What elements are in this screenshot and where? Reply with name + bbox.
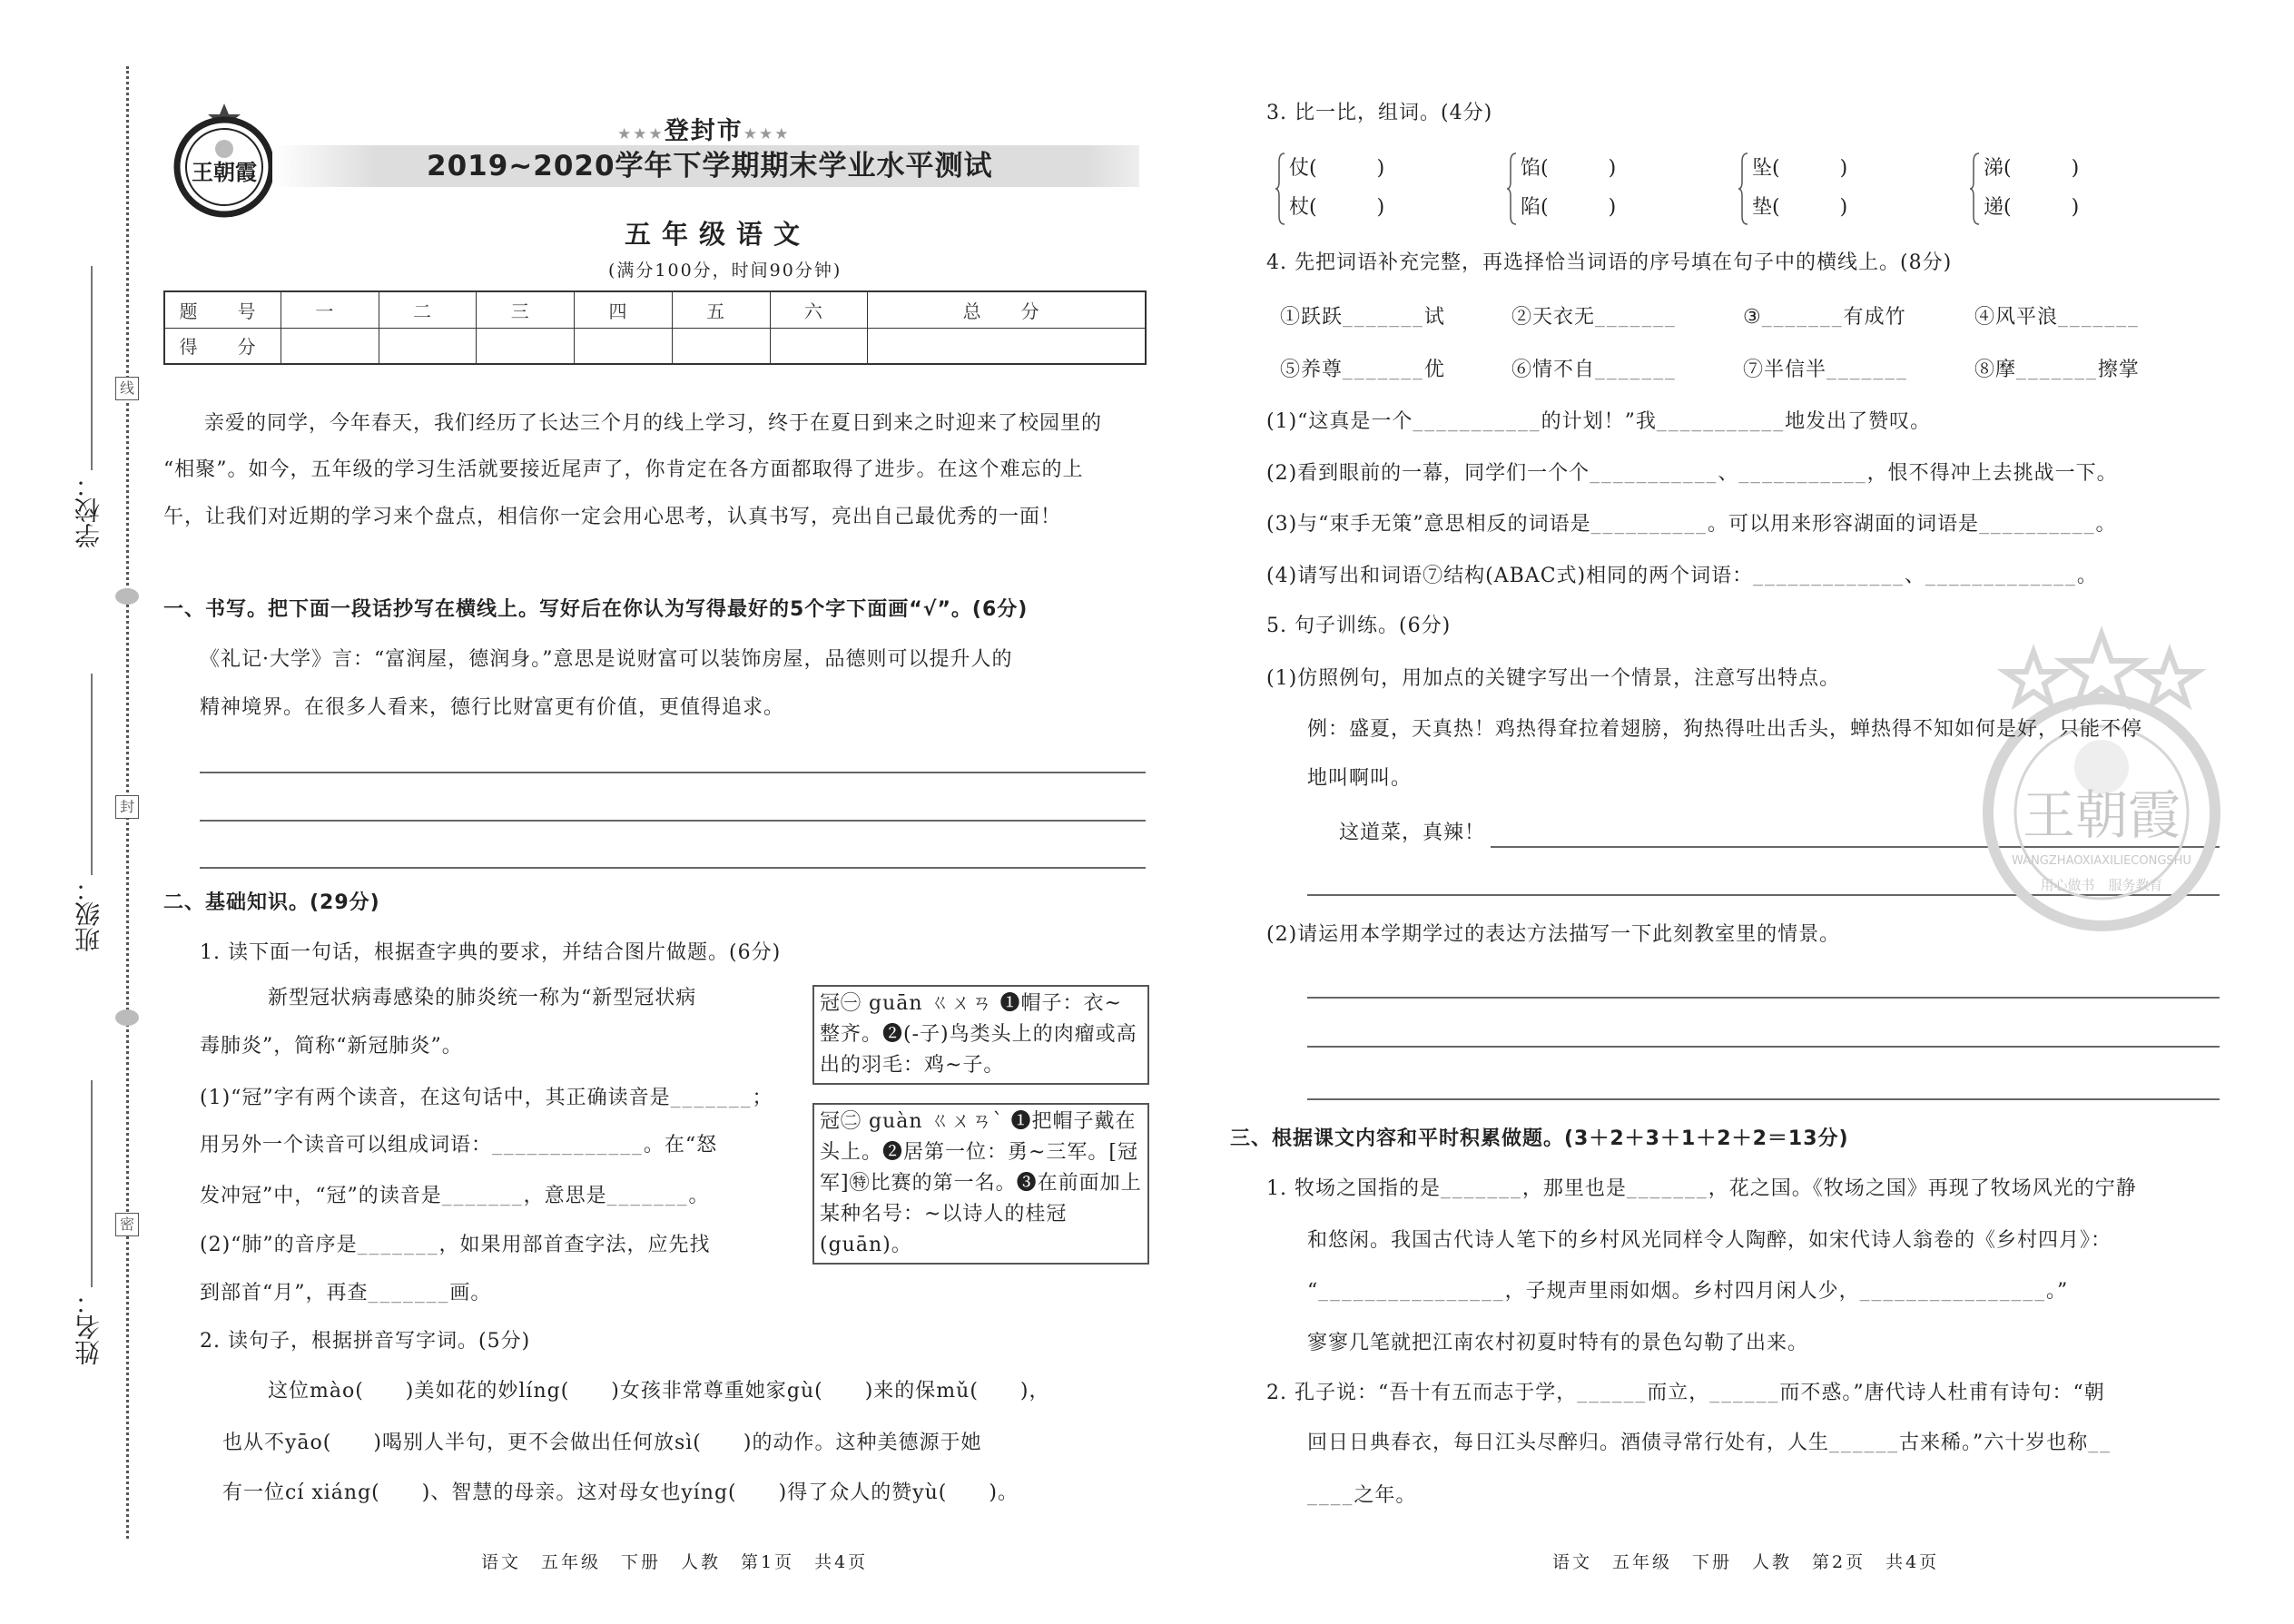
- answer-blank[interactable]: _______: [1440, 1180, 1522, 1199]
- text-segment: 而不惑。”唐代诗人杜甫有诗句：“朝: [1779, 1382, 2105, 1404]
- text-segment: 这道菜，真辣！: [1339, 822, 1486, 844]
- ornament-icon: [115, 588, 139, 605]
- section-heading-sec1: [163, 595, 1028, 625]
- subject-title: 五年级语文: [625, 219, 812, 250]
- text-segment: 《礼记·大学》言：“富润屋，德润身。”意思是说财富可以装饰房屋，品德则可以提升人的: [200, 648, 1013, 671]
- text-line-q2-3: [222, 1478, 1019, 1509]
- seal-mark-seal: 封: [115, 795, 139, 819]
- answer-blank[interactable]: _____________: [1925, 567, 2077, 586]
- brace-icon: [1275, 153, 1285, 225]
- text-segment: 1. 牧场之国指的是: [1266, 1177, 1441, 1200]
- idiom-item: [1974, 302, 2140, 334]
- column-header: 三: [477, 291, 575, 328]
- text-line-copy-2: [200, 693, 784, 723]
- text-line-q1-p1: [268, 983, 696, 1014]
- idiom-item: [1280, 355, 1445, 387]
- writing-line[interactable]: [200, 820, 1146, 822]
- answer-blank[interactable]: ______: [1709, 1384, 1780, 1403]
- answer-blank[interactable]: _______: [2058, 309, 2140, 328]
- text-segment: ②天衣无: [1511, 306, 1596, 329]
- answer-blank[interactable]: ___________: [1413, 413, 1541, 432]
- text-segment: 。: [2076, 565, 2098, 587]
- score-cell[interactable]: [281, 328, 379, 364]
- text-segment: 三、根据课文内容和平时积累做题。(3＋2＋3＋1＋2＋2＝13分): [1230, 1127, 1849, 1150]
- text-line-copy-1: [200, 645, 1013, 675]
- text-line-q5-1: [1266, 664, 1840, 694]
- answer-blank[interactable]: _______: [1595, 361, 1677, 380]
- text-line-q2-1: [268, 1376, 1050, 1407]
- text-segment: ，意思是: [523, 1185, 607, 1207]
- text-segment: ⑤养尊: [1280, 359, 1344, 381]
- answer-blank[interactable]: __________: [1590, 516, 1708, 535]
- page-footer-1: 语文 五年级 下册 人教 第1页 共4页: [481, 1552, 869, 1572]
- watermark-slogan: 用心做书 服务教育: [2040, 877, 2163, 893]
- score-cell[interactable]: [575, 328, 673, 364]
- answer-blank[interactable]: ________________: [1318, 1283, 1505, 1302]
- text-line-intro-2: [163, 455, 1084, 486]
- text-line-q4-3: [1266, 509, 2116, 541]
- text-segment: 。在“怒: [643, 1134, 718, 1156]
- writing-line[interactable]: [200, 772, 1146, 773]
- text-segment: (2)看到眼前的一幕，同学们一个个: [1266, 462, 1590, 485]
- text-segment: 精神境界。在很多人看来，德行比财富更有价值，更值得追求。: [200, 696, 785, 719]
- text-segment: 地叫啊叫。: [1307, 767, 1413, 790]
- answer-blank[interactable]: ___________: [1590, 465, 1718, 484]
- text-segment: 。可以用来形容湖面的词语是: [1708, 513, 1980, 536]
- column-header: 六: [770, 291, 868, 328]
- text-segment: 午，让我们对近期的学习来个盘点，相信你一定会用心思考，认真书写，亮出自己最优秀的一面！: [163, 506, 1062, 528]
- text-segment: 例：盛夏，天真热！鸡热得耷拉着翅膀，狗热得吐出舌头，蝉热得不知如何是好，只能不停: [1307, 718, 2143, 741]
- text-line-q5-2: [1266, 920, 1840, 950]
- text-segment: 二、基础知识。(29分): [163, 891, 380, 914]
- city-name: 登封市: [664, 117, 743, 145]
- section-heading-sec2: [163, 888, 380, 919]
- compare-item[interactable]: 仗( ): [1289, 157, 1385, 180]
- text-segment: 2. 孔子说：“吾十有五而志于学，: [1266, 1382, 1578, 1404]
- text-line-q5-task: [1339, 818, 1485, 849]
- writing-line[interactable]: [200, 867, 1146, 869]
- text-segment: (2)“肺”的音序是: [200, 1234, 358, 1256]
- text-line-s3-1d: [1307, 1328, 1808, 1359]
- text-segment: 、: [1905, 565, 1926, 587]
- idiom-item: [1280, 302, 1445, 334]
- text-segment: ，如果用部首查字法，应先找: [438, 1234, 711, 1256]
- school-field-line[interactable]: [91, 266, 93, 470]
- answer-blank[interactable]: _______: [1343, 361, 1424, 380]
- idiom-item: [1974, 355, 2140, 387]
- text-segment: 而立，: [1647, 1382, 1710, 1404]
- answer-blank[interactable]: _______: [670, 1089, 753, 1108]
- text-segment: 古来稀。”六十岁也称: [1899, 1432, 2089, 1454]
- score-table-score-row: [164, 328, 1146, 364]
- idiom-item: [1511, 302, 1677, 334]
- text-line-q2: [200, 1326, 530, 1357]
- text-line-q1: [200, 938, 781, 969]
- score-cell[interactable]: [672, 328, 770, 364]
- answer-blank[interactable]: _______: [1826, 361, 1908, 380]
- column-header: 五: [672, 291, 770, 328]
- text-segment: 画。: [449, 1282, 492, 1304]
- text-segment: (1)“冠”字有两个读音，在这句话中，其正确读音是: [200, 1087, 671, 1109]
- text-segment: 擦掌: [2097, 359, 2140, 381]
- seal-mark-secret: 密: [115, 1213, 139, 1236]
- text-segment: 。: [2095, 513, 2117, 536]
- answer-blank[interactable]: _______: [606, 1187, 689, 1206]
- page-footer-2: 语文 五年级 下册 人教 第2页 共4页: [1552, 1552, 1940, 1572]
- dictionary-entry-guan1: 冠㊀ guān ㄍㄨㄢ ❶帽子：衣~整齐。❷(-子)鸟类头上的肉瘤或高出的羽毛：鸡~子。: [812, 985, 1149, 1085]
- text-segment: 有一位cí xiáng( )、智慧的母亲。这对母女也yíng( )得了众人的赞yù( )。: [222, 1481, 1019, 1504]
- answer-blank[interactable]: _______: [357, 1236, 439, 1255]
- answer-blank[interactable]: ___________: [1738, 465, 1867, 484]
- class-field-line[interactable]: [91, 674, 93, 875]
- answer-blank[interactable]: __: [2088, 1434, 2112, 1453]
- star-icon: ★★★: [743, 125, 791, 143]
- name-label: 姓名：: [74, 1289, 103, 1365]
- text-segment: ，恨不得冲上去挑战一下。: [1866, 462, 2118, 485]
- idiom-item: [1511, 355, 1677, 387]
- text-segment: 到部首“月”，再查: [200, 1282, 369, 1304]
- text-segment: ⑧摩: [1974, 359, 2017, 381]
- text-line-q5: [1266, 611, 1451, 642]
- answer-blank[interactable]: ____: [1307, 1487, 1354, 1506]
- answer-blank[interactable]: _______: [441, 1187, 524, 1206]
- compare-item[interactable]: 坠( ): [1752, 157, 1848, 180]
- column-header: 四: [575, 291, 673, 328]
- row-label: 得 分: [164, 328, 281, 364]
- text-line-q5-ex1: [1307, 714, 2142, 745]
- answer-blank[interactable]: ________________: [1859, 1283, 2047, 1302]
- text-segment: 用另外一个读音可以组成词语：: [200, 1134, 493, 1156]
- answer-blank[interactable]: ______: [1829, 1434, 1900, 1453]
- brace-icon: [1738, 153, 1748, 225]
- text-line-s3-1c: [1307, 1276, 2068, 1308]
- ornament-icon: [115, 1009, 139, 1026]
- text-line-s3-2a: [1266, 1378, 2105, 1410]
- compare-pair: [1521, 149, 1616, 227]
- answer-blank[interactable]: _______: [1761, 309, 1844, 328]
- text-segment: ③: [1743, 306, 1762, 329]
- text-segment: 、: [1718, 462, 1739, 485]
- text-line-s3-2c: [1307, 1481, 1416, 1512]
- exam-meta: (满分100分，时间90分钟): [608, 261, 842, 281]
- text-segment: 。: [688, 1185, 710, 1207]
- column-header: 总 分: [868, 291, 1146, 328]
- column-header: 一: [281, 291, 379, 328]
- answer-blank[interactable]: _____________: [492, 1137, 644, 1156]
- text-segment: 试: [1423, 306, 1445, 329]
- text-line-q4-4: [1266, 561, 2098, 593]
- text-line-q4: [1266, 248, 1952, 279]
- score-cell[interactable]: [379, 328, 477, 364]
- text-segment: 的计划！”我: [1541, 410, 1657, 433]
- text-segment: ；: [752, 1087, 773, 1109]
- text-segment: (3)与“束手无策”意思相反的词语是: [1266, 513, 1591, 536]
- text-segment: 2. 读句子，根据拼音写字词。(5分): [200, 1330, 531, 1353]
- text-segment: ，那里也是: [1521, 1177, 1627, 1200]
- compare-pair: [1289, 149, 1384, 227]
- text-segment: 一、书写。把下面一段话抄写在横线上。写好后在你认为写得最好的5个字下面画“√”。(6分): [163, 598, 1029, 621]
- watermark-logo: [1934, 626, 2269, 935]
- brace-icon: [1506, 153, 1517, 225]
- text-segment: 发冲冠”中，“冠”的读音是: [200, 1185, 442, 1207]
- text-line-q1-c: [200, 1181, 710, 1213]
- text-segment: “相聚”。如今，五年级的学习生活就要接近尾声了，你肯定在各方面都取得了进步。在这个难忘的上: [163, 458, 1084, 481]
- publisher-logo: [171, 102, 278, 218]
- text-segment: 亲爱的同学，今年春天，我们经历了长达三个月的线上学习，终于在夏日到来之时迎来了校园里的: [204, 412, 1103, 435]
- text-segment: 地发出了赞叹。: [1785, 410, 1932, 433]
- text-segment: (1)“这真是一个: [1266, 410, 1413, 433]
- text-line-q1-d: [200, 1230, 711, 1262]
- text-segment: 3. 比一比，组词。(4分): [1266, 102, 1493, 124]
- answer-blank[interactable]: _______: [2016, 361, 2098, 380]
- compare-item[interactable]: 涕( ): [1984, 157, 2080, 180]
- dictionary-entry-guan4: 冠㊁ guàn ㄍㄨㄢˋ ❶把帽子戴在头上。❷居第一位：勇~三军。[冠军]㊕比赛的第一名。❸在前面加上某种名号：~以诗人的桂冠(guān)。: [812, 1103, 1149, 1265]
- answer-blank[interactable]: _______: [368, 1284, 450, 1304]
- score-cell[interactable]: [477, 328, 575, 364]
- text-segment: 寥寥几笔就把江南农村初夏时特有的景色勾勒了出来。: [1307, 1332, 1809, 1354]
- city-heading: [617, 111, 790, 146]
- text-line-q1-p2: [200, 1031, 463, 1062]
- text-segment: 也从不yāo( )喝别人半句，更不会做出任何放sì( )的动作。这种美德源于她: [222, 1432, 982, 1454]
- exam-title: 2019~2020学年下学期期末学业水平测试: [427, 150, 993, 182]
- class-label: 班级：: [74, 876, 103, 952]
- text-segment: 1. 读下面一句话，根据查字典的要求，并结合图片做题。(6分): [200, 941, 782, 964]
- answer-blank[interactable]: ___________: [1656, 413, 1786, 432]
- compare-item[interactable]: 陷( ): [1521, 196, 1617, 219]
- score-cell[interactable]: [868, 328, 1146, 364]
- section-heading-sec3: [1230, 1124, 1849, 1155]
- text-line-q5-ex2: [1307, 763, 1412, 794]
- text-line-q4-2: [1266, 458, 2118, 490]
- text-line-q4-1: [1266, 407, 1931, 438]
- text-segment: 毒肺炎”，简称“新冠肺炎”。: [200, 1035, 463, 1058]
- answer-line[interactable]: [1307, 1046, 2220, 1048]
- answer-blank[interactable]: __________: [1979, 516, 2096, 535]
- watermark-ring: WANGZHAOXIAXILIECONGSHU: [2012, 854, 2191, 868]
- text-segment: 和悠闲。我国古代诗人笔下的乡村风光同样令人陶醉，如宋代诗人翁卷的《乡村四月》：: [1307, 1229, 2112, 1252]
- compare-pair: [1752, 149, 1847, 227]
- seal-mark-line: 线: [115, 377, 139, 400]
- text-line-q1-a: [200, 1083, 773, 1115]
- watermark-name: 王朝霞: [2022, 784, 2181, 846]
- text-segment: ①跃跃: [1280, 306, 1344, 329]
- answer-blank[interactable]: _____________: [1753, 567, 1905, 586]
- text-line-s3-2b: [1307, 1428, 2112, 1460]
- score-cell[interactable]: [770, 328, 868, 364]
- answer-line[interactable]: [1307, 1098, 2220, 1100]
- answer-line[interactable]: [1307, 997, 2220, 999]
- compare-pair: [1984, 149, 2079, 227]
- text-segment: 优: [1423, 359, 1445, 381]
- text-line-q1-e: [200, 1278, 491, 1310]
- text-segment: 回日日典春衣，每日江头尽醉归。酒债寻常行处有，人生: [1307, 1432, 1830, 1454]
- compare-item[interactable]: 杖( ): [1289, 196, 1385, 219]
- text-line-intro-3: [163, 502, 1061, 533]
- text-line-intro-1: [204, 408, 1102, 439]
- text-segment: 之年。: [1354, 1484, 1417, 1507]
- svg-text:王朝霞: 王朝霞: [192, 159, 257, 185]
- text-segment: ，花之国。《牧场之国》再现了牧场风光的宁静: [1708, 1177, 2137, 1200]
- idiom-item: [1743, 355, 1908, 387]
- answer-blank[interactable]: ______: [1577, 1384, 1648, 1403]
- text-segment: (1)仿照例句，用加点的关键字写出一个情景，注意写出特点。: [1266, 667, 1841, 690]
- text-segment: ，子规声里雨如烟。乡村四月闲人少，: [1504, 1280, 1860, 1303]
- score-table: [163, 290, 1147, 365]
- text-segment: (2)请运用本学期学过的表达方法描写一下此刻教室里的情景。: [1266, 923, 1841, 946]
- text-segment: (4)请写出和词语⑦结构(ABAC式)相同的两个词语：: [1266, 565, 1754, 587]
- name-field-line[interactable]: [91, 1080, 93, 1287]
- text-segment: 4. 先把词语补充完整，再选择恰当词语的序号填在句子中的横线上。(8分): [1266, 251, 1953, 274]
- row-label: 题 号: [164, 291, 281, 328]
- text-segment: 有成竹: [1843, 306, 1906, 329]
- text-line-s3-1b: [1307, 1225, 2112, 1256]
- idiom-item: [1743, 302, 1906, 334]
- text-line-q1-b: [200, 1130, 717, 1162]
- answer-blank[interactable]: _______: [1626, 1180, 1708, 1199]
- text-segment: 。”: [2046, 1280, 2069, 1303]
- column-header: 二: [379, 291, 477, 328]
- score-table-header-row: [164, 291, 1146, 328]
- answer-blank[interactable]: _______: [1595, 309, 1677, 328]
- compare-item[interactable]: 递( ): [1984, 196, 2080, 219]
- text-line-q3: [1266, 98, 1492, 129]
- star-icon: ★★★: [617, 125, 665, 143]
- text-line-s3-1a: [1266, 1174, 2137, 1206]
- text-segment: 新型冠状病毒感染的肺炎统一称为“新型冠状病: [268, 987, 697, 1009]
- text-segment: ⑦半信半: [1743, 359, 1827, 381]
- school-label: 学校：: [74, 472, 103, 548]
- text-segment: “: [1307, 1280, 1319, 1303]
- compare-item[interactable]: 垫( ): [1752, 196, 1848, 219]
- brace-icon: [1969, 153, 1980, 225]
- compare-item[interactable]: 馅( ): [1521, 157, 1617, 180]
- text-segment: 5. 句子训练。(6分): [1266, 615, 1452, 637]
- text-segment: 这位mào( )美如花的妙líng( )女孩非常尊重她家gù( )来的保mǔ( )，: [268, 1380, 1050, 1403]
- text-line-q2-2: [222, 1428, 981, 1459]
- answer-blank[interactable]: _______: [1343, 309, 1424, 328]
- text-segment: ⑥情不自: [1511, 359, 1596, 381]
- text-segment: ④风平浪: [1974, 306, 2059, 329]
